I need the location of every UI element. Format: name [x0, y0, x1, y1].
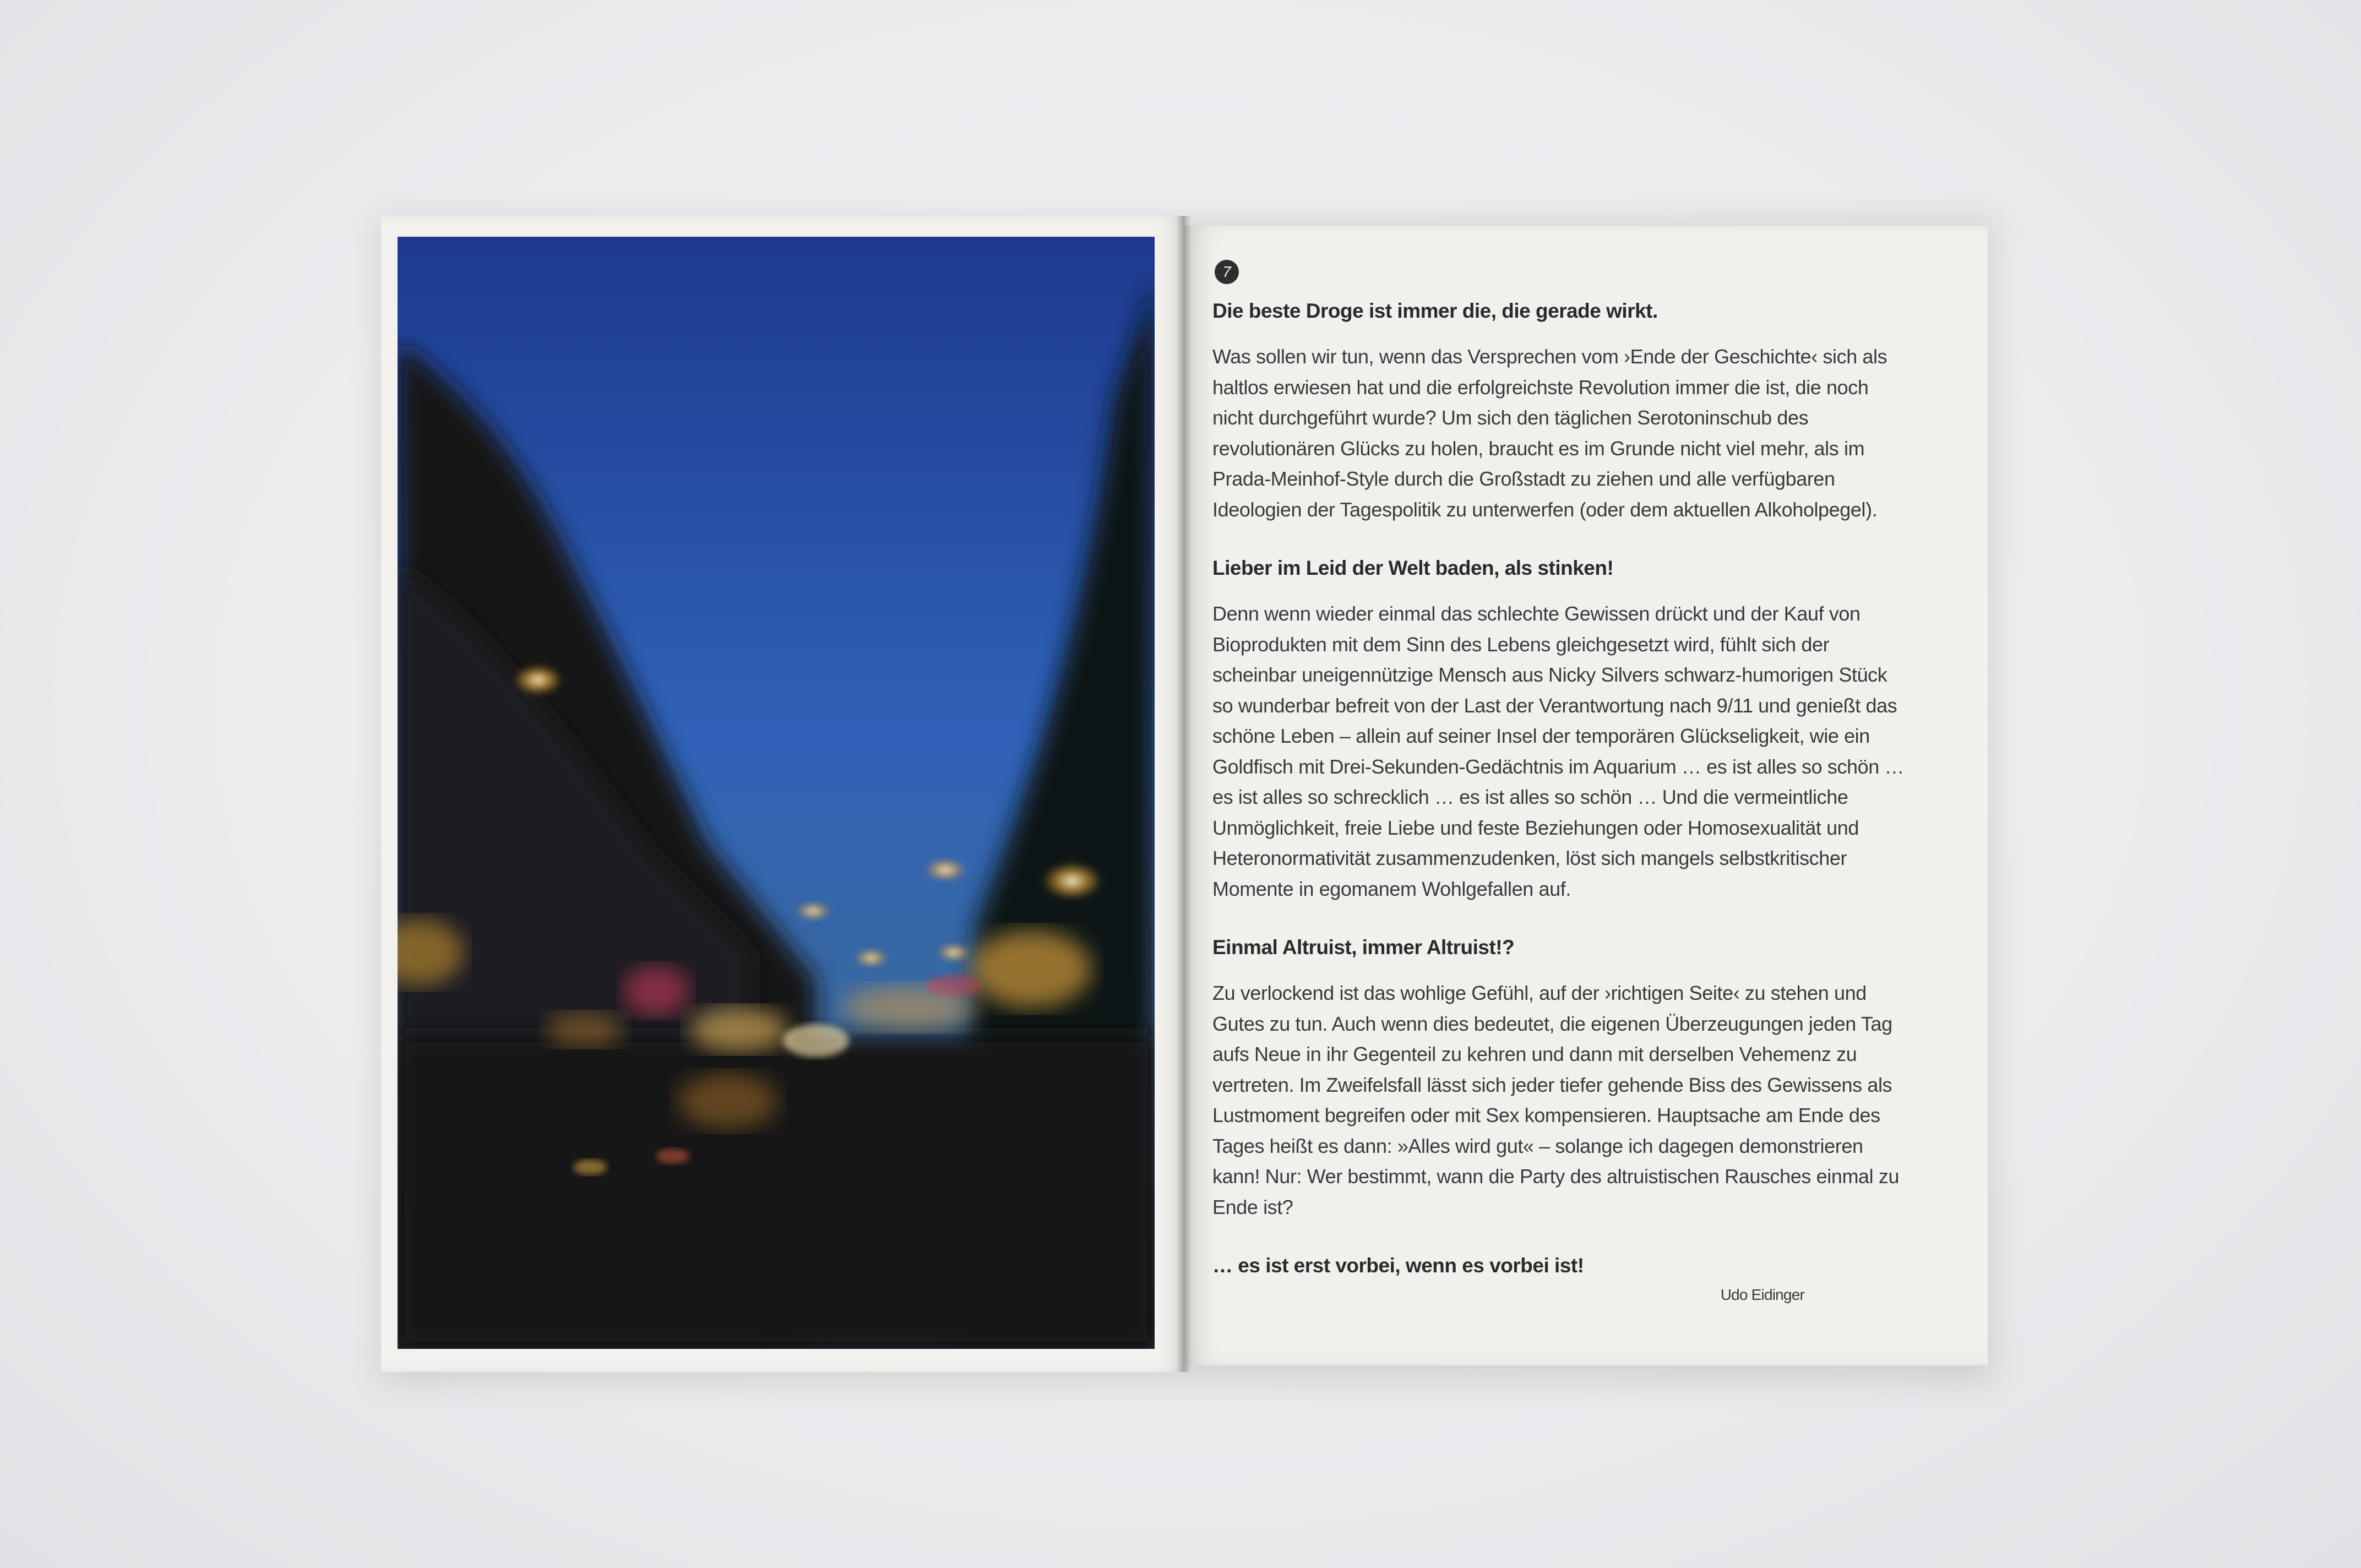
section-heading-3: Einmal Altruist, immer Altruist!?	[1212, 936, 1515, 959]
article-text	[1212, 260, 1912, 1304]
section-body-2: Denn wenn wieder einmal das schlechte Gewissen drückt und der Kauf von Bioprodukten mit dem Sinn des Lebens gleichgesetzt wird, fühlt sich der scheinbar uneigennützige Mensch aus Nicky Silvers schwarz-humorigen Stück so wunderbar befreit von der Last der Verantwortung nach 9/11 und genießt das schöne Leben – allein auf seiner Insel der temporären Glückseligkeit, wie ein Goldfisch mit Drei-Sekunden-Gedächtnis im Aquarium … es ist alles so schön … es ist alles so schrecklich … es ist alles so schön … Und die vermeintliche Unmöglichkeit, freie Liebe und feste Beziehungen oder Homosexualität und Heteronormativität zusammenzudenken, löst sich mangels selbstkritischer Momente in egomanem Wohlgefallen auf.	[1212, 602, 1905, 900]
section-heading-1: Die beste Droge ist immer die, die gerade wirkt.	[1212, 300, 1658, 322]
left-page	[381, 216, 1185, 1372]
section-body-1: Was sollen wir tun, wenn das Versprechen vom ›Ende der Geschichte‹ sich als haltlos erwiesen hat und die erfolgreichste Revolution immer die ist, die noch nicht durchgeführt wurde? Um sich den täglichen Serotoninschub des revolutionären Glücks zu holen, braucht es im Grunde nicht viel mehr, als im Prada-Meinhof-Style durch die Großstadt zu ziehen und alle verfügbaren Ideologien der Tagespolitik zu unterwerfen (oder dem aktuellen Alkoholpegel).	[1212, 345, 1887, 521]
night-street-photo	[398, 237, 1155, 1349]
author-name: Udo Eidinger	[1720, 1286, 1804, 1303]
section-body-3: Zu verlockend ist das wohlige Gefühl, auf der ›richtigen Seite‹ zu stehen und Gutes zu tun. Auch wenn dies bedeutet, die eigenen Überzeugungen jeden Tag aufs Neue in ihr Gegenteil zu kehren und dann mit derselben Vehemenz zu vertreten. Im Zweifelsfall lässt sich jeder tiefer gehende Biss des Gewissens als Lustmoment begreifen oder mit Sex kompensieren. Hauptsache am Ende des Tages heißt es dann: »Alles wird gut« – solange ich dagegen demonstrieren kann! Nur: Wer bestimmt, wann die Party des altruistischen Rausches einmal zu Ende ist?	[1212, 982, 1900, 1218]
book-spine-gutter	[1176, 216, 1192, 1372]
right-page	[1184, 226, 1988, 1365]
blurred-street-image	[398, 237, 1155, 1349]
page-number-badge: 7	[1215, 260, 1239, 284]
section-heading-2: Lieber im Leid der Welt baden, als stinken!	[1212, 557, 1614, 579]
closing-line: … es ist erst vorbei, wenn es vorbei ist!	[1212, 1254, 1584, 1277]
